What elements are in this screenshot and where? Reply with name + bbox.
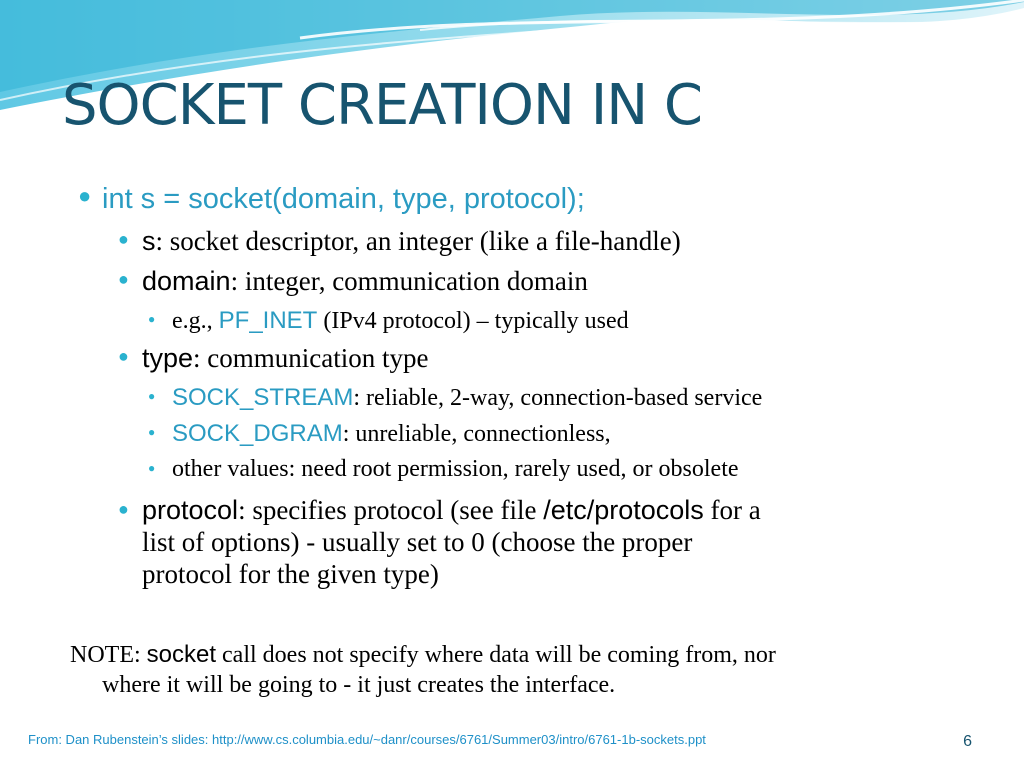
- bullet-type: ● type: communication type: [118, 343, 429, 373]
- bullet-dot-icon: ●: [148, 312, 156, 326]
- bullet-socket-call: ● int s = socket(domain, type, protocol);: [78, 183, 585, 215]
- source-footer: From: Dan Rubenstein’s slides: http://www.cs.columbia.edu/~danr/courses/6761/Summer03/intro/6761-1b-sockets.ppt: [28, 732, 706, 747]
- bullet-sock-dgram: ● SOCK_DGRAM: unreliable, connectionless,: [148, 420, 611, 447]
- bullet-dot-icon: ●: [118, 269, 129, 289]
- bullet-other-values: ● other values: need root permission, rarely used, or obsolete: [148, 456, 739, 482]
- bullet-dot-icon: ●: [118, 229, 129, 249]
- bullet-protocol: ● protocol: specifies protocol (see file /etc/protocols for a list of options) - usually set to 0 (choose the proper protocol for the given type): [118, 495, 761, 589]
- bullet-sock-stream: ● SOCK_STREAM: reliable, 2-way, connection-based service: [148, 384, 763, 411]
- bullet-domain-example: ● e.g., PF_INET (IPv4 protocol) – typically used: [148, 307, 629, 334]
- page-number: 6: [963, 733, 972, 750]
- slide-title: SOCKET CREATION IN C: [62, 73, 702, 138]
- bullet-s: ● s: socket descriptor, an integer (like a file-handle): [118, 226, 681, 256]
- bullet-dot-icon: ●: [148, 461, 156, 475]
- note-paragraph: NOTE: socket call does not specify where data will be coming from, nor where it will be going to - it just creates the interface.: [70, 641, 776, 698]
- bullet-dot-icon: ●: [78, 183, 92, 208]
- bullet-dot-icon: ●: [118, 499, 129, 519]
- bullet-dot-icon: ●: [118, 346, 129, 366]
- bullet-dot-icon: ●: [148, 389, 156, 403]
- bullet-domain: ● domain: integer, communication domain: [118, 266, 588, 296]
- bullet-dot-icon: ●: [148, 425, 156, 439]
